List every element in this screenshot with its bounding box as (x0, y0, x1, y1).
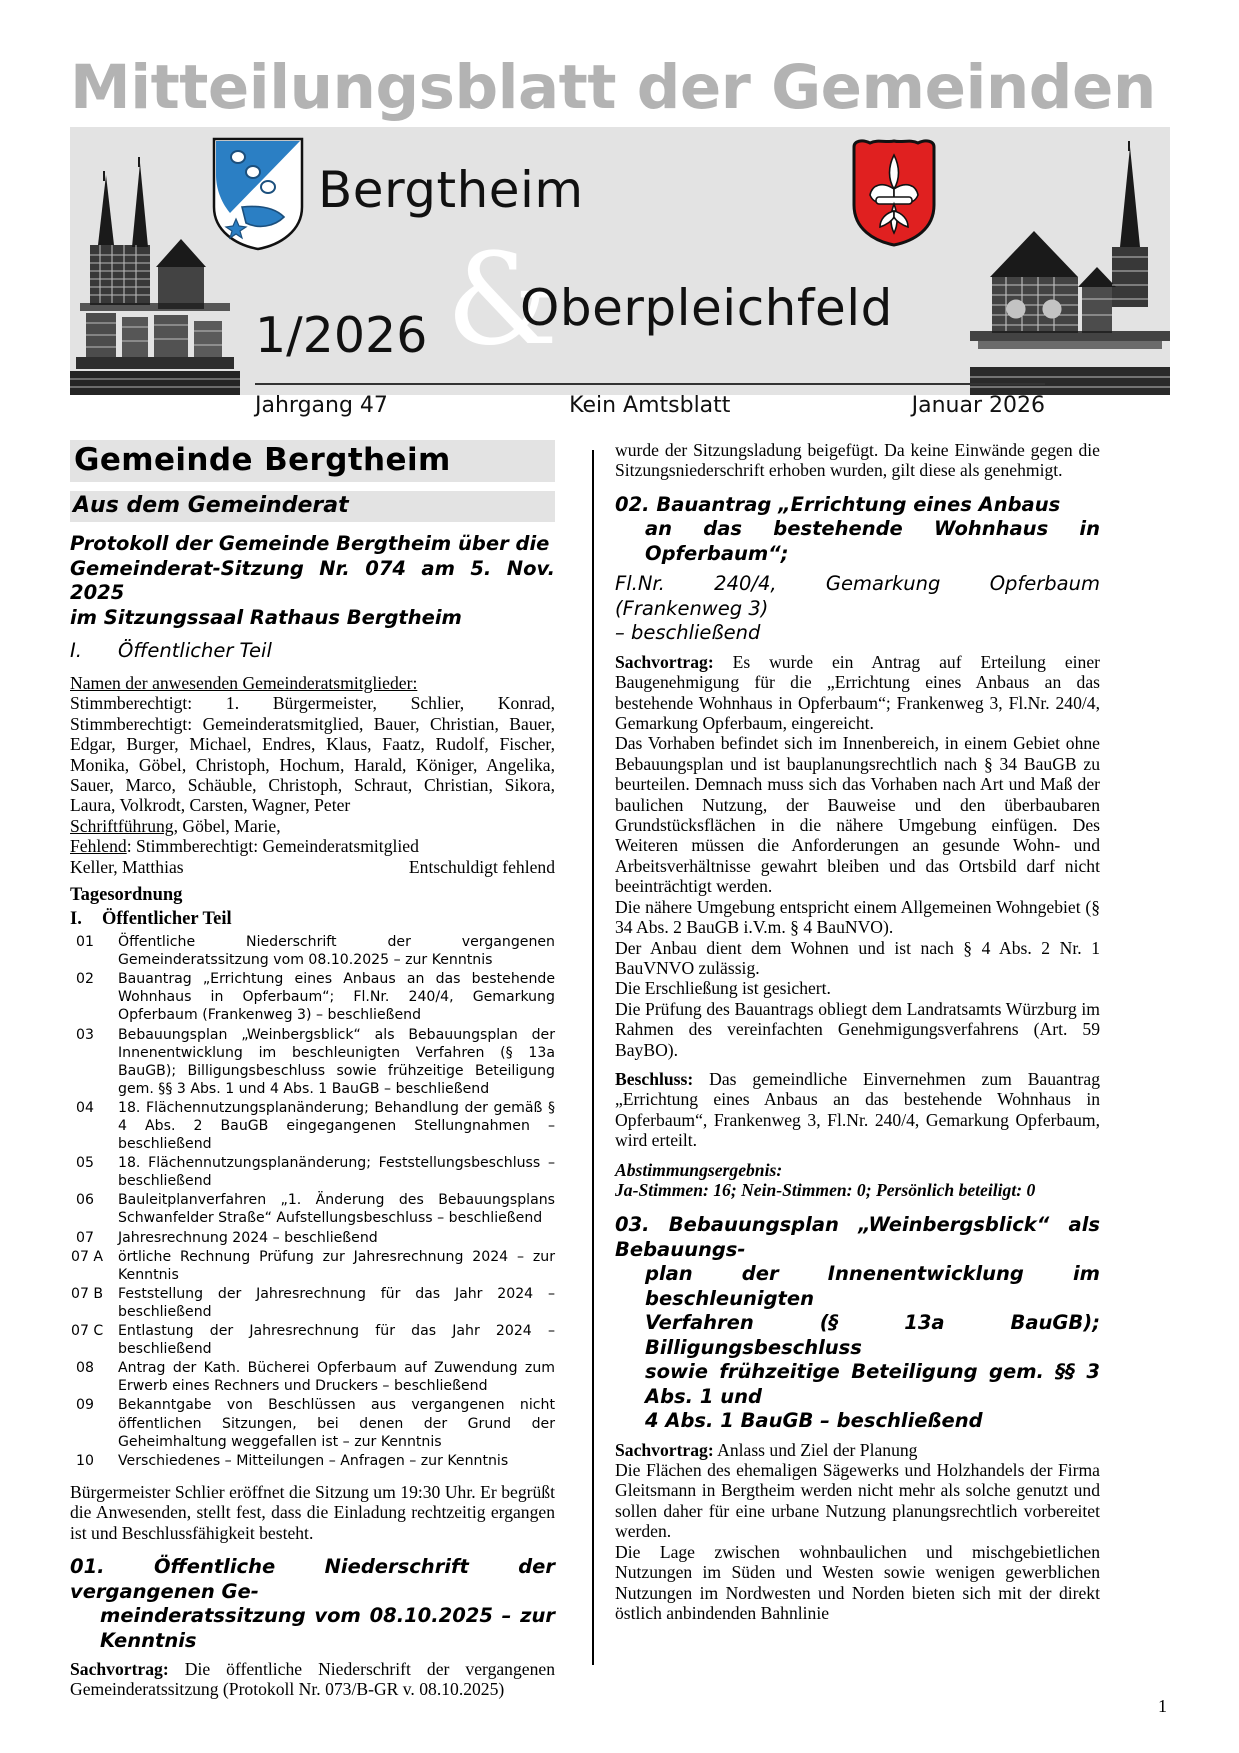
item01-sachvortrag-text: Die öffentliche Niederschrift der vergangenen Gemeinderatssitzung (Protokoll Nr. 073/B-GR v. 08.10.2025) (70, 1659, 555, 1700)
item02-beschluss-label: Beschluss: (615, 1068, 694, 1089)
absent-member-row (70, 857, 555, 877)
agenda-item-01-heading (70, 1555, 555, 1653)
agenda-item-number: 09 (76, 1397, 94, 1414)
minutes-label: Schriftführung (70, 815, 174, 836)
item02-beschluss (615, 1069, 1100, 1151)
page-number: 1 (1158, 1696, 1167, 1716)
column-divider (592, 450, 594, 1665)
bergtheim-coat-of-arms (210, 135, 306, 251)
agenda-item (70, 1248, 555, 1284)
agenda-item-text: örtliche Rechnung Prüfung zur Jahresrechnung 2024 – zur Kenntnis (118, 1248, 555, 1283)
municipality-name-bergtheim: Bergtheim (318, 161, 584, 219)
section-subtitle: Aus dem Gemeinderat (70, 491, 555, 522)
agenda-item-number: 05 (76, 1155, 94, 1172)
agenda-item-number: 07 A (71, 1248, 104, 1265)
protocol-title-line1: Protokoll der Gemeinde Bergtheim über die (70, 532, 550, 555)
absent-heading (70, 836, 555, 856)
item02-heading-line2: an das bestehende Wohnhaus in Opferbaum“; (645, 517, 1100, 565)
agenda-item-text: Bauantrag „Errichtung eines Anbaus an das bestehende Wohnhaus in Opferbaum“; Fl.Nr. 240/4, Gemarkung Opferbaum (Frankenweg 3) – beschließend (118, 971, 555, 1024)
item03-sachvortrag-text: Anlass und Ziel der Planung (713, 1439, 918, 1460)
public-part-line (70, 638, 555, 664)
item02-vote-label: Abstimmungsergebnis: (615, 1159, 783, 1180)
spacer (70, 1471, 555, 1482)
agenda-item-number: 07 C (71, 1323, 104, 1340)
continued-paragraph: wurde der Sitzungsladung beigefügt. Da keine Einwände gegen die Sitzungsniederschrift erhoben wurden, gilt diese als genehmigt. (615, 440, 1100, 481)
agenda-item-text: Öffentliche Niederschrift der vergangenen Gemeinderatssitzung vom 08.10.2025 – zur Kenntnis (118, 934, 555, 969)
volume-label: Jahrgang 47 (255, 393, 388, 418)
agenda-item-text: Bekanntgabe von Beschlüssen aus vergangenen nicht öffentlichen Sitzungen, bei denen der Grund der Geheimhaltung weggefallen ist – zur Kenntnis (118, 1397, 555, 1450)
agenda-part-row (70, 908, 555, 931)
protocol-title-line2: Gemeinderat-Sitzung Nr. 074 am 5. Nov. 2025 (70, 556, 555, 604)
attendance-heading-text: Namen der anwesenden Gemeinderatsmitglieder: (70, 673, 418, 693)
page-title: Gemeinde Bergtheim (70, 440, 555, 482)
agenda-item-number: 10 (76, 1452, 94, 1469)
item01-heading-line1: 01. Öffentliche Niederschrift der vergangenen Ge- (70, 1555, 555, 1603)
agenda-item-text: Bebauungsplan „Weinbergsblick“ als Bebauungsplan der Innenentwicklung im beschleunigten Verfahren (§ 13a BauGB); Billigungsbeschluss sowie frühzeitige Beteiligung gem. §§ 3 Abs. 1 und 4 Abs. 1 BauGB – beschließend (118, 1026, 555, 1097)
item02-vote-result: Ja-Stimmen: 16; Nein-Stimmen: 0; Persönlich beteiligt: 0 (615, 1180, 1036, 1201)
right-column (615, 440, 1100, 1670)
item02-paragraph-6: Die Prüfung des Bauantrags obliegt dem Landratsamts Würzburg im Rahmen des vereinfachten Genehmigungsverfahrens (Art. 59 BayBO). (615, 998, 1100, 1060)
agenda-item (70, 1099, 555, 1153)
item02-paragraph-2: Das Vorhaben befindet sich im Innenbereich, in einem Gebiet ohne Bebauungsplan und ist bauplanungsrechtlich nach § 34 BauGB zu beurteilen. Demnach muss sich das Vorhaben nach Art und Maß der baulichen Nutzung, der Bauweise und den überbaubaren Grundstücksflächen in die nähere Umgebung einfügen. Des Weiteren müssen die Anforderungen an gesunde Wohn- und Arbeitsverhältnisse gewahrt bleiben und das Ortsbild darf nicht beeinträchtigt werden. (615, 733, 1100, 897)
masthead-panel (70, 127, 1170, 418)
agenda-item-02-subheading (615, 572, 1100, 646)
item02-beschluss-text: Das gemeindliche Einvernehmen zum Bauantrag „Errichtung eines Anbaus an das bestehende Wohnhaus in Opferbaum“, Frankenweg 3, Fl.Nr. 240/4, Gemarkung Opferbaum, wird erteilt. (615, 1068, 1100, 1151)
item03-sachvortrag (615, 1440, 1100, 1460)
item02-sachvortrag-label: Sachvortrag: (615, 651, 714, 672)
part-label: Öffentlicher Teil (118, 639, 272, 662)
agenda-item-number: 02 (76, 971, 94, 988)
item02-paragraph-4: Der Anbau dient dem Wohnen und ist nach § 4 Abs. 2 Nr. 1 BauVNVO zulässig. (615, 937, 1100, 978)
agenda-item-number: 06 (76, 1192, 94, 1209)
agenda-item-text: Jahresrechnung 2024 – beschließend (118, 1229, 378, 1246)
agenda-item-number: 03 (76, 1026, 94, 1043)
issue-date: Januar 2026 (911, 393, 1045, 418)
agenda-item-number: 04 (76, 1099, 94, 1116)
absent-member-name: Keller, Matthias (70, 856, 184, 877)
agenda-item (70, 1452, 555, 1470)
item01-sachvortrag (70, 1659, 555, 1700)
agenda-part-numeral: I. (70, 909, 82, 930)
item03-paragraph-2: Die Flächen des ehemaligen Sägewerks und Holzhandels der Firma Gleitsmann in Bergtheim werden nicht mehr als solche genutzt und sollen daher für eine urbane Nutzung planungsrechtlich vorbereitet werden. (615, 1460, 1100, 1542)
agenda-item-number: 08 (76, 1360, 94, 1377)
agenda-item-number: 07 B (71, 1285, 104, 1302)
protocol-title-line3: im Sitzungssaal Rathaus Bergtheim (70, 605, 462, 629)
agenda-item (70, 933, 555, 969)
item03-sachvortrag-label: Sachvortrag: (615, 1439, 714, 1460)
agenda-item-text: 18. Flächennutzungsplanänderung; Feststellungsbeschluss – beschließend (118, 1155, 555, 1190)
item01-heading-line2: meinderatssitzung vom 08.10.2025 – zur Kenntnis (100, 1604, 555, 1652)
agenda-item-02-heading (615, 493, 1100, 567)
item03-heading-line1: 03. Bebauungsplan „Weinbergsblick“ als Bebauungs- (615, 1213, 1100, 1261)
ampersand-glyph: & (446, 226, 559, 373)
agenda-item-text: Antrag der Kath. Bücherei Opferbaum auf Zuwendung zum Erwerb eines Rechners und Druckers – beschließend (118, 1360, 555, 1395)
agenda-item-text: 18. Flächennutzungsplanänderung; Behandlung der gemäß § 4 Abs. 2 BauGB eingegangenen Stellungnahmen – beschließend (118, 1099, 555, 1153)
item02-sachvortrag (615, 652, 1100, 734)
left-column (70, 440, 555, 1700)
village-engraving-right (970, 127, 1170, 395)
absent-text: : Stimmberechtigt: Gemeinderatsmitglied (126, 836, 419, 857)
minutes-keeper (70, 816, 555, 836)
item03-heading-line4: sowie frühzeitige Beteiligung gem. §§ 3 Abs. 1 und (645, 1360, 1100, 1408)
agenda-item (70, 1026, 555, 1098)
article-columns (70, 440, 1170, 1700)
agenda-part-label: Öffentlicher Teil (102, 909, 232, 930)
issue-number: 1/2026 (255, 307, 428, 364)
item03-heading-line5: 4 Abs. 1 BauGB – beschließend (645, 1409, 983, 1433)
masthead-footer (255, 393, 1045, 427)
agenda-list (70, 933, 555, 1470)
agenda-item (70, 1285, 555, 1321)
masthead (70, 52, 1170, 418)
masthead-divider (255, 383, 1045, 385)
absent-label: Fehlend (70, 836, 127, 857)
item02-paragraph-3: Die nähere Umgebung entspricht einem Allgemeinen Wohngebiet (§ 34 Abs. 2 BauGB i.V.m. § 4 BauNVO). (615, 896, 1100, 938)
item02-sub-line2: – beschließend (615, 621, 761, 645)
item02-heading-line1: 02. Bauantrag „Errichtung eines Anbaus (615, 492, 1061, 516)
agenda-item (70, 1396, 555, 1450)
attendance-list: Stimmberechtigt: 1. Bürgermeister, Schlier, Konrad, Stimmberechtigt: Gemeinderatsmitglied, Bauer, Christian, Bauer, Edgar, Burger, Michael, Endres, Klaus, Faatz, Rudolf, Fischer, Monika, Göbel, Christoph, Hochum, Harald, Königer, Angelika, Sauer, Marco, Schäuble, Christoph, Schraut, Christian, Sikora, Laura, Volkrodt, Carsten, Wagner, Peter (70, 693, 555, 816)
opening-paragraph: Bürgermeister Schlier eröffnet die Sitzung um 19:30 Uhr. Er begrüßt die Anwesenden, stellt fest, dass die Einladung rechtzeitig ergangen ist und Beschlussfähigkeit besteht. (70, 1481, 555, 1543)
part-numeral: I. (70, 639, 82, 662)
notice-label: Kein Amtsblatt (569, 393, 731, 418)
agenda-item-text: Feststellung der Jahresrechnung für das Jahr 2024 – beschließend (118, 1285, 555, 1320)
agenda-item (70, 1359, 555, 1395)
item02-paragraph-5: Die Erschließung ist gesichert. (615, 978, 831, 999)
attendance-heading (70, 673, 555, 693)
agenda-item (70, 1322, 555, 1358)
agenda-item-03-heading (615, 1213, 1100, 1434)
minutes-name: , Göbel, Marie, (173, 815, 281, 836)
item03-heading-line2: plan der Innenentwicklung im beschleunigten (645, 1262, 1100, 1310)
municipality-name-oberpleichfeld: Oberpleichfeld (520, 279, 893, 337)
agenda-item (70, 1191, 555, 1227)
agenda-item-number: 01 (76, 934, 94, 951)
agenda-item-text: Entlastung der Jahresrechnung für das Jahr 2024 – beschließend (118, 1323, 555, 1358)
agenda-item-number: 07 (76, 1229, 94, 1246)
agenda-item (70, 1229, 555, 1247)
agenda-item (70, 970, 555, 1024)
item03-heading-line3: Verfahren (§ 13a BauGB); Billigungsbeschluss (645, 1311, 1100, 1359)
agenda-item-text: Verschiedenes – Mitteilungen – Anfragen – zur Kenntnis (118, 1452, 509, 1469)
item02-sachvortrag-text: Es wurde ein Antrag auf Erteilung einer Baugenehmigung für die „Errichtung eines Anbaus an das bestehende Wohnhaus in Opferbaum“; Frankenweg 3, Fl.Nr. 240/4, Gemarkung Opferbaum, eingereicht. (615, 651, 1100, 734)
agenda-item-text: Bauleitplanverfahren „1. Änderung des Bebauungsplans Schwanfelder Straße“ Aufstellungsbeschluss – beschließend (118, 1192, 555, 1227)
absent-member-reason: Entschuldigt fehlend (408, 856, 555, 877)
item01-sachvortrag-label: Sachvortrag: (70, 1659, 169, 1679)
item03-paragraph-3: Die Lage zwischen wohnbaulichen und mischgebietlichen Nutzungen im Süden und Westen sowie wenigen gewerblichen Nutzungen im Nordwesten und Norden bieten sich mit der direkt östlich anbindenden Bahnlinie (615, 1541, 1100, 1623)
agenda-item (70, 1154, 555, 1190)
oberpleichfeld-coat-of-arms (848, 137, 940, 247)
agenda-heading: Tagesordnung (70, 885, 183, 906)
masthead-title: Mitteilungsblatt der Gemeinden (70, 52, 1156, 123)
item02-sub-line1: Fl.Nr. 240/4, Gemarkung Opferbaum (Frankenweg 3) (615, 572, 1100, 620)
protocol-title (70, 532, 555, 630)
